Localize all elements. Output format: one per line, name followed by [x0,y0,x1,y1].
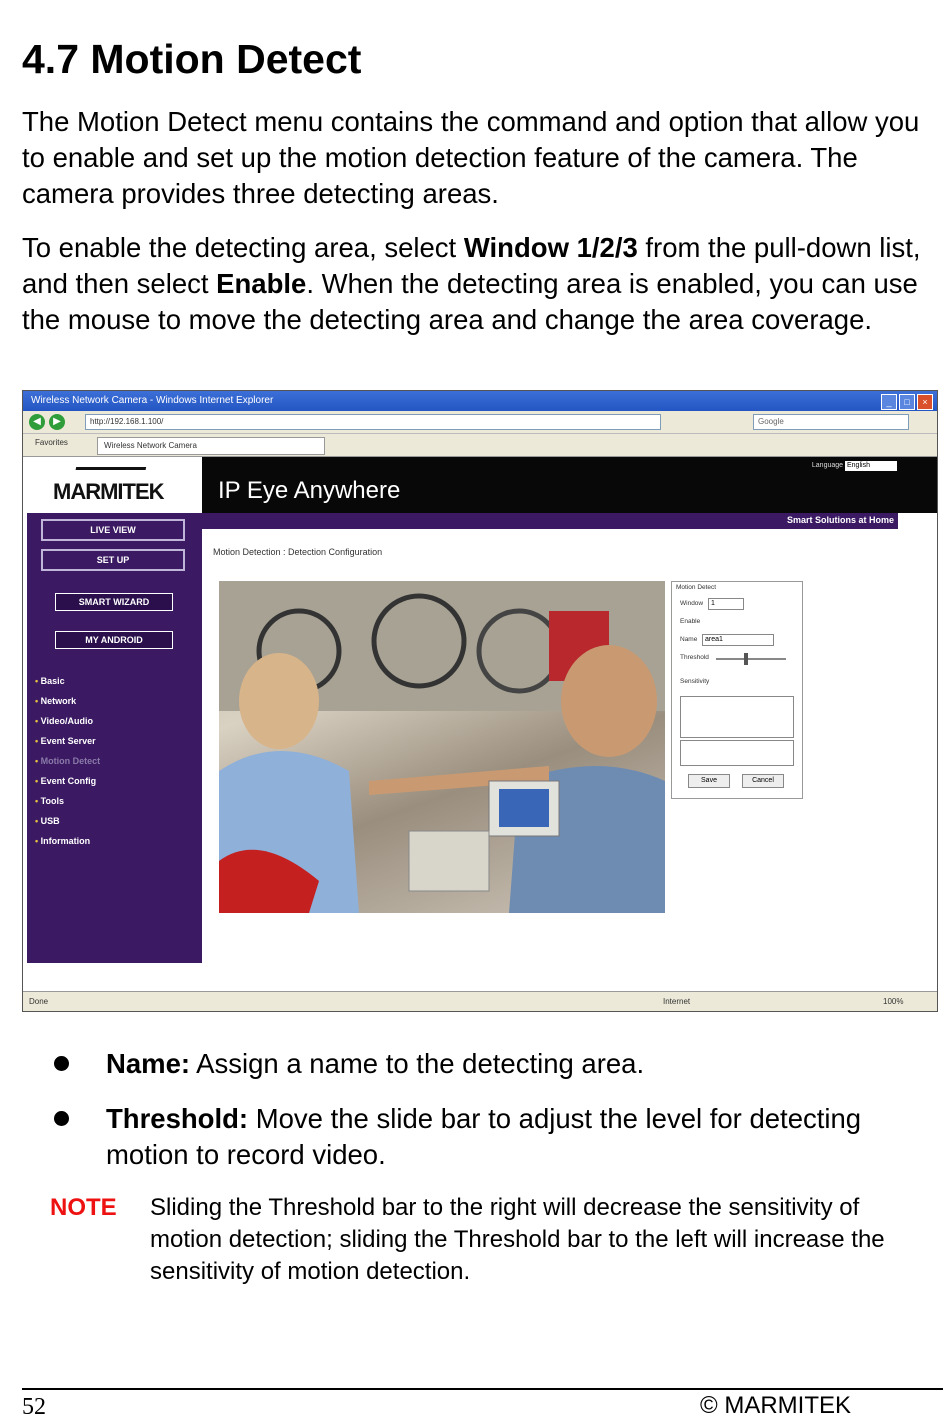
bullet-threshold [54,1101,914,1177]
menu-item-motion-detect[interactable]: • Motion Detect [35,751,100,771]
window-controls [879,393,933,413]
page-number: 52 [22,1394,46,1420]
language-select[interactable]: English [845,461,897,471]
setup-button[interactable]: SET UP [41,549,185,571]
threshold-slider-handle[interactable] [744,653,748,665]
enable-checkbox[interactable]: Enable [680,618,701,625]
sensitivity-box [680,696,794,738]
threshold-label: Threshold [680,654,709,661]
para2-bold-enable: Enable [216,268,307,299]
name-label: Name [680,636,698,643]
browser-tab[interactable]: Wireless Network Camera [97,437,325,455]
bullet-name [54,1046,914,1086]
smart-wizard-button[interactable]: SMART WIZARD [55,593,173,611]
para2-text-3: . When the detecting area is enabled, you can use the mouse to move the detecting area and change the area coverage. [22,268,918,335]
banner-title: IP Eye Anywhere [218,477,401,504]
threshold-slider-track[interactable] [716,658,786,660]
back-icon[interactable]: ◀ [29,414,45,430]
page-content [23,457,937,991]
section-heading: 4.7 Motion Detect [22,36,362,82]
para2-bold-window: Window 1/2/3 [463,232,638,263]
header-banner [202,457,937,513]
minimize-icon[interactable]: _ [881,394,897,410]
bullet-description: Move the slide bar to adjust the level for detecting motion to record video. [106,1103,862,1170]
address-bar [23,411,937,434]
intro-paragraph: The Motion Detect menu contains the command and option that allow you to enable and set up the motion detection feature of the camera. The camera provides three detecting areas. [22,106,920,209]
bullet-dot-icon [54,1056,69,1071]
status-zoom[interactable]: 100% [883,997,904,1006]
bullet-label: Threshold: [106,1103,249,1134]
menu-item-event-server[interactable]: • Event Server [35,731,100,751]
browser-statusbar [23,991,937,1012]
note-label: NOTE [50,1194,117,1221]
address-input[interactable]: http://192.168.1.100/ [85,414,661,430]
para2-text-2: from the pull-down list, and then select [22,232,921,299]
enable-instructions-paragraph [22,230,932,338]
window-select[interactable]: 1 [708,598,744,610]
footer-divider [22,1388,943,1390]
name-input[interactable]: area1 [702,634,774,646]
browser-titlebar [23,391,937,411]
panel-title: Motion Detect [676,584,717,591]
note-text: Sliding the Threshold bar to the right will decrease the sensitivity of motion detection; sliding the Threshold bar to the left will increase the sensitivity of motion detection. [150,1194,885,1285]
sensitivity-label: Sensitivity [680,678,710,685]
logo-area [27,457,202,513]
favorites-bar [23,434,937,457]
window-title: Wireless Network Camera - Windows Internet Explorer [31,395,274,406]
forward-icon[interactable]: ▶ [49,414,65,430]
menu-item-network[interactable]: • Network [35,691,100,711]
camera-web-ui-screenshot [22,390,938,1012]
para2-text-1: To enable the detecting area, select [22,232,464,263]
language-label: Language [811,462,844,469]
bullet-text [106,1046,866,1082]
camera-live-image[interactable] [219,581,665,913]
bullet-dot-icon [54,1111,69,1126]
save-button[interactable]: Save [688,774,730,788]
menu-item-tools[interactable]: • Tools [35,791,100,811]
search-input[interactable]: Google [753,414,909,430]
cancel-button[interactable]: Cancel [742,774,784,788]
maximize-icon[interactable]: □ [899,394,915,410]
window-label: Window [680,600,704,607]
sidebar [27,457,202,963]
menu-item-event-config[interactable]: • Event Config [35,771,100,791]
favorites-label[interactable]: Favorites [35,438,68,447]
bullet-label: Name: [106,1048,191,1079]
menu-item-usb[interactable]: • USB [35,811,100,831]
close-icon[interactable]: × [917,394,933,410]
status-zone: Internet [663,997,691,1006]
setup-menu [35,671,100,851]
bullet-description: Assign a name to the detecting area. [190,1048,645,1079]
sensitivity-box-2 [680,740,794,766]
copyright: © MARMITEK [700,1392,852,1419]
language-selector [812,461,897,471]
menu-item-video-audio[interactable]: • Video/Audio [35,711,100,731]
camera-scene-illustration [219,581,665,913]
my-android-button[interactable]: MY ANDROID [55,631,173,649]
tagline-bar [202,513,898,529]
live-view-button[interactable]: LIVE VIEW [41,519,185,541]
tagline: Smart Solutions at Home [786,515,894,525]
status-text: Done [29,997,49,1006]
bullet-text [106,1101,866,1173]
breadcrumb: Motion Detection : Detection Configuration [213,547,383,557]
marmitek-logo: MARMITEK [53,479,164,504]
menu-item-basic[interactable]: • Basic [35,671,100,691]
menu-item-information[interactable]: • Information [35,831,100,851]
motion-detect-panel [671,581,803,799]
